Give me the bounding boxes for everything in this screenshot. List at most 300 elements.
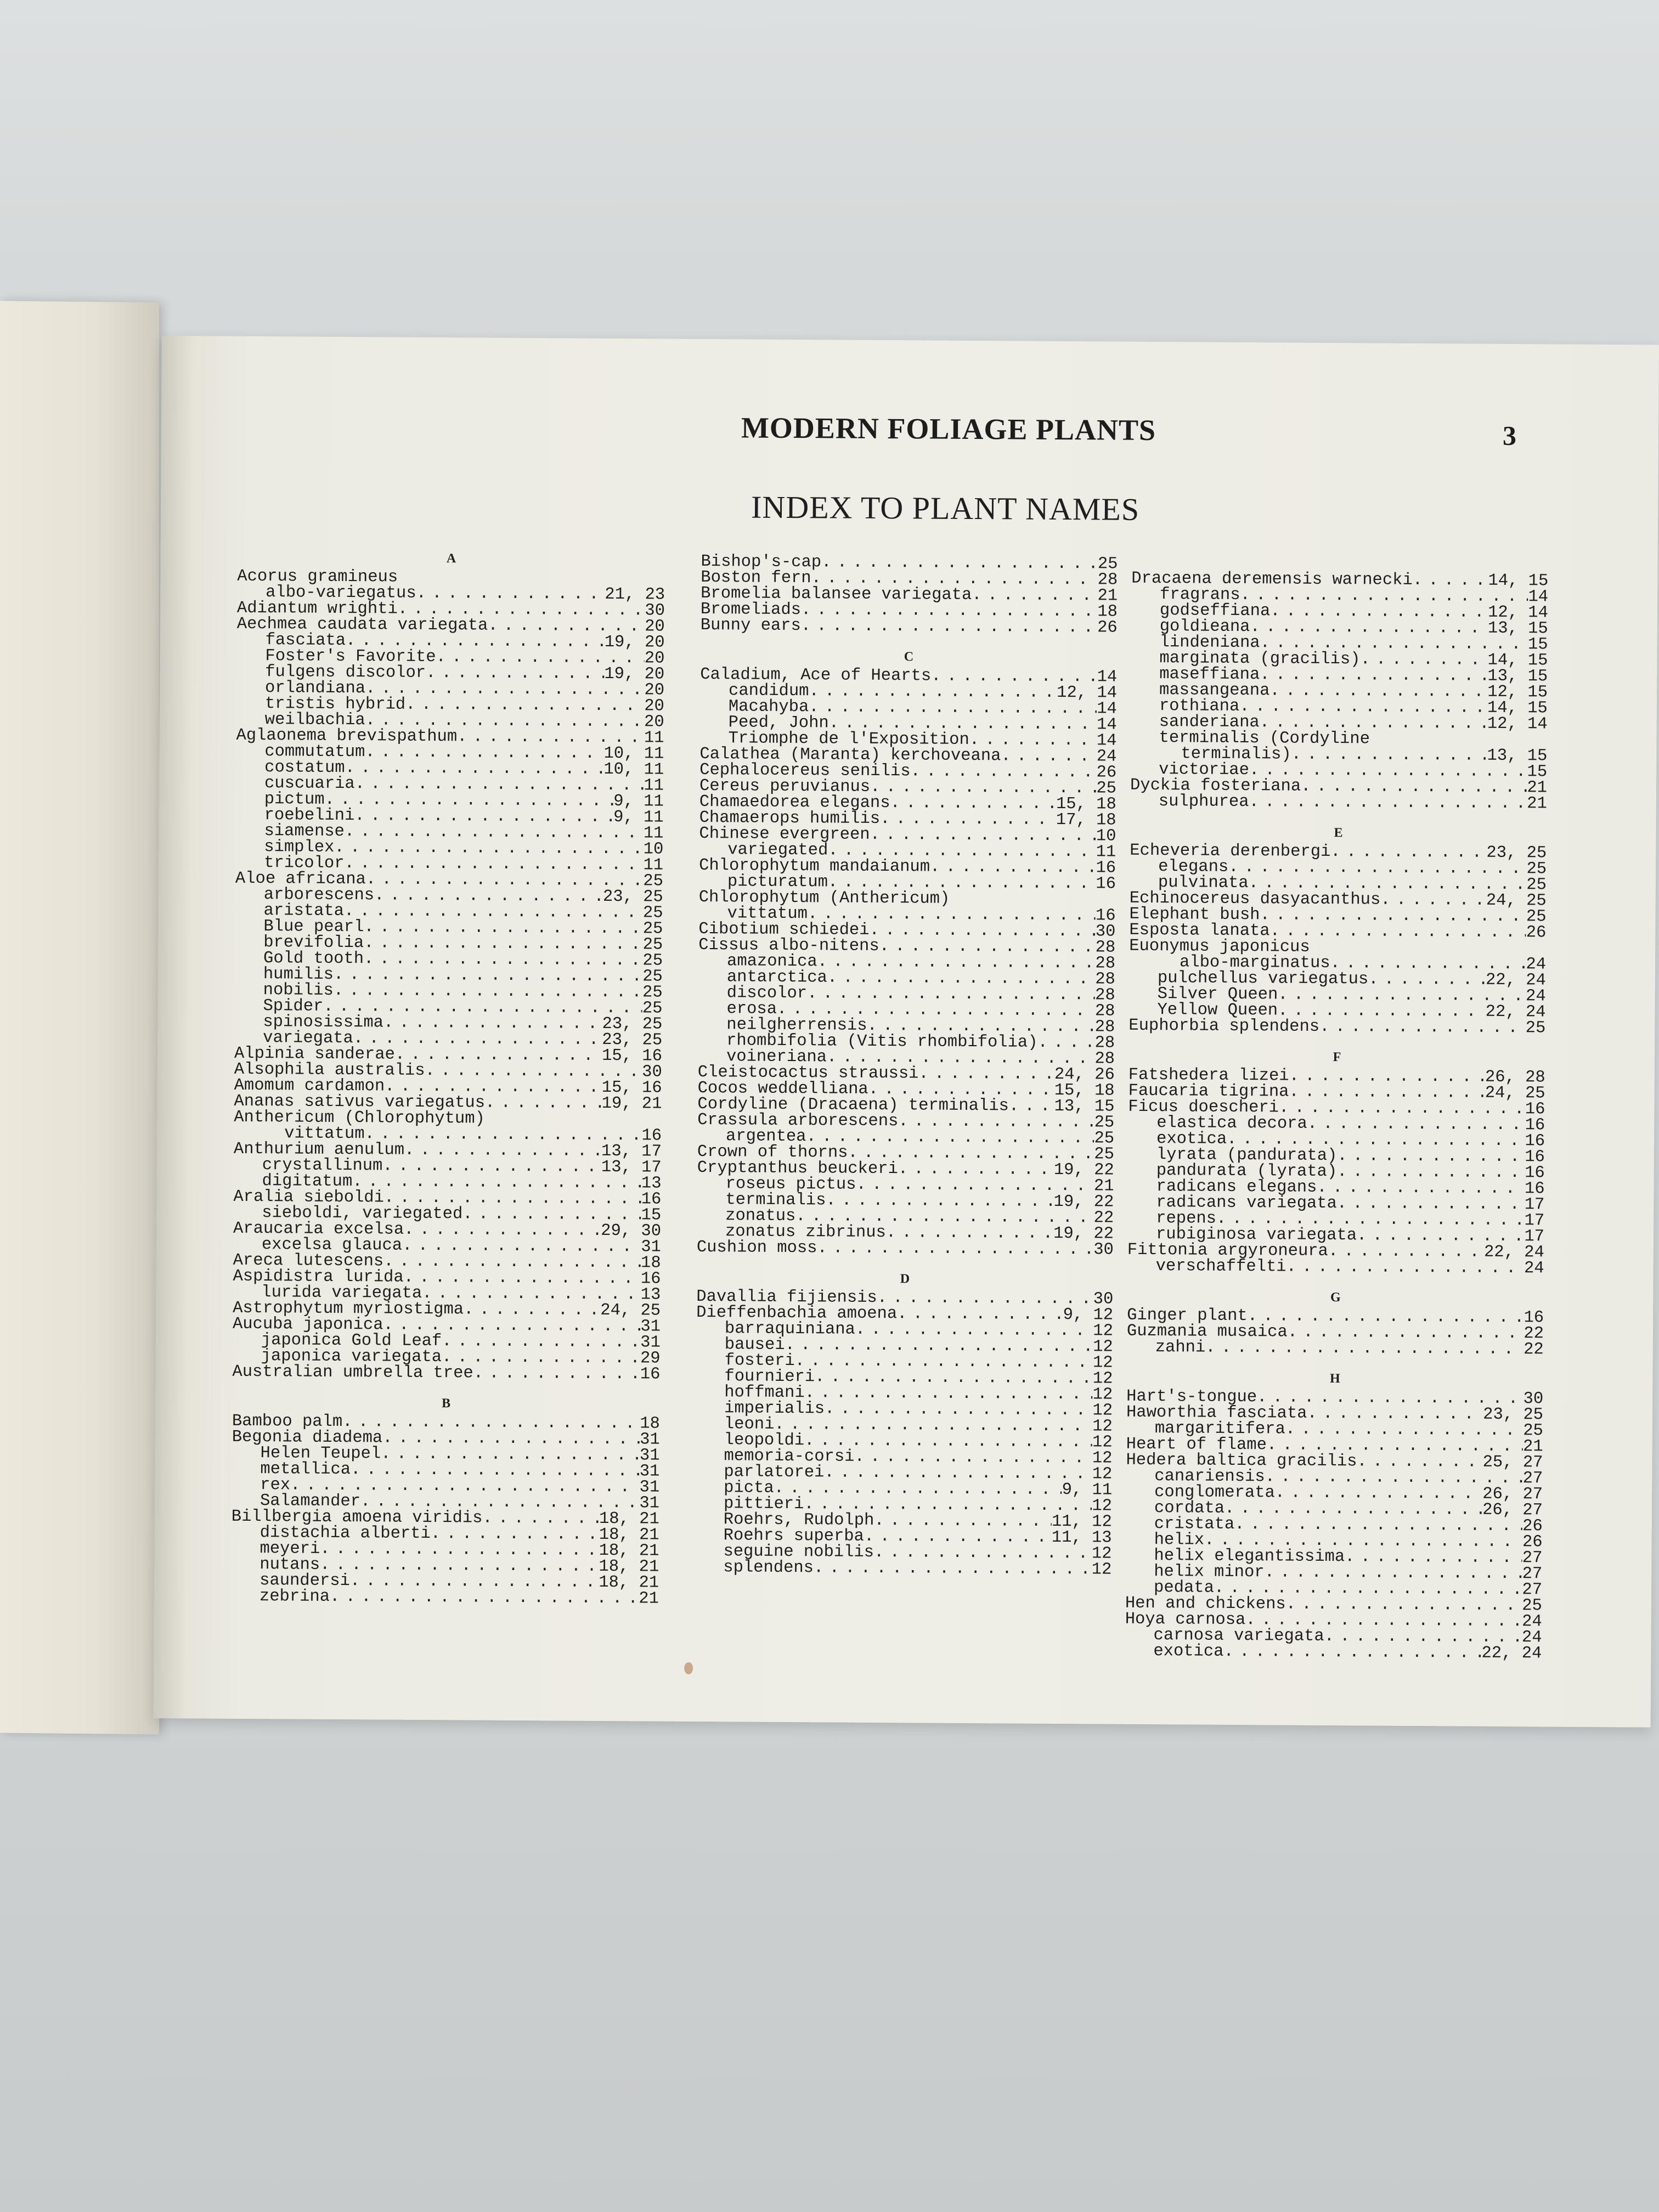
entry-page: 18 (1097, 602, 1118, 622)
entry-page: 13, 15 (1054, 1097, 1115, 1116)
dot-leader (1324, 1629, 1522, 1646)
dot-leader (1265, 1565, 1522, 1582)
entry-page: 27 (1522, 1581, 1543, 1600)
entry-page: 11 (643, 824, 664, 843)
dot-leader (805, 1385, 1093, 1403)
dot-leader (1360, 652, 1487, 668)
entry-name: rex (260, 1476, 291, 1495)
dot-leader (898, 1114, 1094, 1131)
entry-name: Silver Queen (1157, 985, 1278, 1005)
entry-page: 28 (1095, 970, 1115, 989)
entry-name: zebrina (259, 1587, 330, 1606)
entry-page: 26 (1526, 923, 1547, 943)
entry-name: roseus pictus (725, 1175, 856, 1194)
dot-leader (344, 856, 643, 873)
entry-name: lyrata (pandurata) (1156, 1146, 1338, 1166)
entry-page: 21 (1097, 586, 1118, 606)
entry-name: fulgens discolor (265, 663, 426, 682)
entry-name: Alpinia sanderae (234, 1044, 395, 1064)
entry-name: conglomerata (1154, 1483, 1275, 1503)
entry-page: 11 (1096, 843, 1116, 862)
entry-name: zonatus (725, 1206, 796, 1226)
entry-name: verschaffelti (1155, 1257, 1286, 1277)
dot-leader (814, 1560, 1092, 1578)
entry-name: Helen Teupel (260, 1444, 381, 1464)
entry-page: 26, 27 (1482, 1485, 1543, 1504)
entry-name: Bunny ears (700, 616, 801, 636)
entry-name: rubiginosa variegata (1155, 1225, 1357, 1245)
entry-page: 22, 24 (1485, 1002, 1546, 1022)
dot-leader (1279, 1100, 1525, 1118)
entry-name: siamense (264, 822, 345, 842)
dot-leader (1357, 1228, 1524, 1245)
dot-leader (1337, 1164, 1525, 1181)
dot-leader (374, 888, 603, 905)
dot-leader (809, 699, 1097, 717)
entry-page: 22 (1523, 1324, 1544, 1344)
dot-leader (918, 1066, 1054, 1083)
entry-page: 25 (1526, 907, 1547, 927)
entry-name: excelsa glauca (261, 1235, 403, 1255)
dot-leader (355, 776, 644, 794)
entry-page: 21 (1522, 1437, 1543, 1457)
entry-name: nutans (259, 1555, 320, 1575)
entry-page: 28 (1095, 938, 1116, 957)
entry-page: 23, 25 (602, 1014, 663, 1034)
entry-name: variegata (263, 1029, 354, 1048)
entry-page: 23, 25 (1486, 843, 1547, 863)
entry-page: 31 (639, 1462, 660, 1481)
dot-leader (365, 681, 645, 698)
dot-leader (488, 618, 645, 635)
dot-leader (364, 951, 643, 969)
entry-name: zonatus zibrinus (725, 1222, 886, 1243)
entry-name: Euphorbia splendens (1128, 1016, 1320, 1036)
entry-name: Cereus peruvianus (699, 777, 871, 797)
dot-leader (1289, 1085, 1485, 1102)
entry-name: Blue pearl (263, 917, 364, 937)
entry-name: Spider (263, 997, 324, 1016)
index-column-3 (1125, 571, 1548, 1662)
entry-page: 14 (1096, 715, 1117, 735)
entry-name: Chamaedorea elegans (699, 793, 890, 813)
entry-page: 16 (1525, 1100, 1545, 1119)
entry-name: Triomphe de l'Exposition (728, 729, 969, 750)
entry-page: 25 (1523, 1421, 1543, 1441)
entry-name: orlandiana (264, 679, 366, 698)
entry-name: pedata (1153, 1578, 1215, 1598)
entry-name: amazonica (726, 952, 817, 972)
entry-name: Roehrs superba (723, 1526, 865, 1546)
entry-page: 16 (1096, 874, 1116, 894)
dot-leader (1301, 779, 1527, 797)
section-letter: E (1334, 826, 1343, 840)
dot-leader (436, 650, 644, 667)
dot-leader (364, 935, 643, 953)
entry-page: 10, 11 (603, 760, 664, 780)
entry-name: helix elegantissima (1154, 1547, 1345, 1567)
entry-page: 15, 18 (1054, 1081, 1115, 1101)
entry-page: 25 (1525, 1019, 1546, 1038)
entry-page: 19, 21 (601, 1094, 662, 1114)
dot-leader (425, 1063, 642, 1080)
entry-page: 12, 15 (1487, 682, 1548, 702)
entry-page: 28 (1094, 1049, 1115, 1069)
entry-page: 21 (1527, 778, 1548, 798)
entry-page: 12, 14 (1488, 603, 1549, 623)
entry-page: 24, 25 (1486, 891, 1547, 911)
index-entry (1130, 794, 1547, 812)
entry-page: 25 (643, 872, 664, 891)
dot-leader (1330, 844, 1486, 861)
running-head: MODERN FOLIAGE PLANTS (741, 411, 1156, 447)
entry-page: 17 (1524, 1211, 1545, 1231)
entry-page: 24 (1523, 1259, 1544, 1278)
entry-name: radicans variegata (1156, 1193, 1337, 1214)
entry-page: 30 (1093, 1290, 1114, 1309)
dot-leader (1328, 1244, 1484, 1261)
entry-name: Chinese evergreen (699, 825, 870, 844)
dot-leader (334, 967, 642, 985)
entry-name: voineriana (726, 1047, 827, 1067)
entry-page: 15 (1527, 635, 1548, 654)
dot-leader (1260, 907, 1526, 925)
entry-name: Cushion moss (696, 1238, 817, 1258)
entry-name: Cordyline (Dracaena) terminalis (697, 1094, 1009, 1116)
entry-name: Fatshedera lizei (1128, 1065, 1289, 1086)
entry-page: 30 (1523, 1390, 1544, 1409)
entry-name: pictum (264, 790, 325, 809)
dot-leader (1286, 1597, 1522, 1615)
dot-leader (874, 1545, 1092, 1562)
entry-page: 16 (1095, 906, 1116, 926)
dot-leader (801, 618, 1098, 636)
dot-leader (856, 1177, 1094, 1195)
dot-leader (364, 919, 643, 937)
entry-page: 11, 12 (1051, 1512, 1112, 1532)
dot-leader (1291, 747, 1487, 764)
dot-leader (344, 904, 643, 921)
dot-leader (880, 811, 1056, 828)
entry-name: rothiana (1159, 697, 1240, 716)
entry-page: 17 (1524, 1227, 1545, 1246)
section-letter: C (904, 650, 914, 664)
dot-leader (854, 1449, 1092, 1467)
entry-name: commutatum (264, 742, 365, 762)
entry-name: exotica (1153, 1642, 1224, 1661)
dot-leader (1357, 1454, 1482, 1470)
entry-name: terminalis) (1181, 744, 1291, 764)
dot-leader (869, 923, 1095, 940)
entry-name: cristata (1154, 1515, 1235, 1534)
dot-leader (826, 1193, 1053, 1210)
entry-name: picta (724, 1479, 774, 1498)
dot-leader (1223, 1644, 1481, 1662)
entry-page: 15 (641, 1206, 662, 1225)
entry-page: 25 (1094, 1145, 1115, 1164)
section-letter: H (1330, 1372, 1340, 1386)
dot-leader (395, 1047, 602, 1064)
entry-name: Araucaria excelsa (233, 1219, 404, 1239)
dot-leader (1265, 1469, 1523, 1487)
entry-name: Crown of thorns (697, 1142, 848, 1163)
index-column-2 (695, 554, 1118, 1578)
dot-leader (1278, 987, 1526, 1005)
section-letter: A (446, 551, 456, 566)
dot-leader (382, 1430, 640, 1448)
entry-page: 20 (644, 697, 664, 716)
entry-page: 31 (639, 1478, 660, 1497)
entry-page: 15, 18 (1056, 794, 1116, 814)
entry-page: 11, 13 (1051, 1528, 1112, 1548)
dot-leader (431, 1526, 599, 1543)
entry-name: pittieri (723, 1494, 804, 1514)
entry-name: Acorus gramineus (237, 567, 398, 587)
entry-page: 9, 12 (1063, 1306, 1114, 1325)
dot-leader (825, 1401, 1093, 1419)
entry-page: 25 (1526, 860, 1547, 879)
index-entry (232, 1462, 659, 1480)
entry-page: 12, 14 (1057, 683, 1118, 703)
index-entry (1128, 1018, 1545, 1037)
entry-page: 25 (1097, 555, 1118, 574)
paper-speck (684, 1662, 693, 1674)
entry-name: digitatum (262, 1172, 353, 1192)
dot-leader (1234, 1517, 1522, 1534)
section-gap (1130, 810, 1547, 825)
entry-page: 19, 22 (1053, 1192, 1114, 1212)
dot-leader (320, 1542, 599, 1559)
entry-name: Astrophytum myriostigma (233, 1299, 464, 1319)
entry-page: 22, 24 (1481, 1644, 1542, 1663)
entry-name: Hart's-tongue (1126, 1387, 1257, 1407)
entry-name: Billbergia amoena viridis (231, 1507, 483, 1528)
entry-page: 21 (1093, 1177, 1114, 1196)
dot-leader (801, 602, 1098, 620)
dot-leader (1285, 1422, 1523, 1440)
dot-leader (930, 860, 1096, 877)
dot-leader (364, 1126, 641, 1144)
entry-page: 13, 17 (601, 1142, 662, 1161)
entry-name: barraquiniana (724, 1319, 856, 1339)
dot-leader (1248, 1308, 1524, 1326)
entry-name: saundersi (259, 1571, 350, 1591)
entry-page: 17 (1524, 1195, 1545, 1215)
dot-leader (1269, 683, 1487, 700)
entry-page: 16 (1525, 1132, 1545, 1151)
entry-page: 25 (1526, 876, 1547, 895)
entry-name: Adiantum wrighti (236, 599, 398, 619)
entry-name: costatum (264, 758, 345, 778)
dot-leader (485, 1096, 602, 1112)
dot-leader (1317, 1180, 1525, 1197)
dot-leader (817, 954, 1096, 972)
entry-page: 15 (1527, 763, 1548, 782)
dot-leader (404, 1222, 601, 1239)
entry-name: Calathea (Maranta) kerchoveana (699, 745, 1001, 766)
entry-page: 16 (1096, 859, 1116, 878)
entry-page: 19, 20 (604, 633, 665, 652)
entry-page: 14 (1096, 731, 1117, 751)
entry-page: 25 (642, 951, 663, 970)
entry-name: Bromeliads (700, 600, 802, 620)
entry-page: 13, 15 (1487, 746, 1548, 766)
section-letter: B (442, 1396, 451, 1411)
entry-name: Dieffenbachia amoena (696, 1303, 898, 1324)
entry-name: Cephalocereus senilis (699, 761, 911, 781)
entry-name: imperialis (724, 1399, 825, 1419)
entry-name: Australian umbrella tree (232, 1362, 473, 1383)
dot-leader (1037, 1035, 1094, 1052)
entry-page: 10 (643, 840, 664, 859)
index-entry (697, 1240, 1114, 1259)
entry-name: Begonia diadema (232, 1427, 383, 1448)
entry-name: roebelini (264, 806, 355, 826)
entry-page: 13, 15 (1487, 667, 1548, 686)
section-gap (1127, 1356, 1544, 1370)
entry-page: 18 (640, 1414, 661, 1434)
entry-page: 28 (1094, 1002, 1115, 1021)
section-gap (1127, 1274, 1544, 1289)
dot-leader (827, 970, 1096, 988)
entry-page: 25 (1096, 779, 1117, 798)
entry-name: Elephant bush (1129, 905, 1260, 925)
entry-page: 25, 27 (1482, 1453, 1543, 1472)
entry-name: Dyckia fosteriana (1130, 776, 1301, 796)
index-entry (231, 1589, 659, 1607)
entry-name: neilgherrensis (726, 1015, 867, 1035)
entry-page: 31 (640, 1430, 660, 1449)
entry-page: 24 (1526, 955, 1547, 974)
entry-page: 18, 21 (599, 1525, 659, 1545)
dot-leader (1250, 619, 1488, 637)
entry-page: 30 (1095, 922, 1116, 941)
entry-name: godseffiana (1159, 601, 1271, 621)
entry-name: splendens (723, 1558, 814, 1578)
dot-leader (815, 1369, 1093, 1387)
entry-name: lurida variegata (261, 1283, 422, 1303)
entry-page: 30 (1093, 1240, 1114, 1260)
entry-page: 15, 16 (601, 1078, 662, 1098)
dot-leader (402, 1238, 641, 1256)
entry-name: Cleistocactus straussi (697, 1063, 919, 1084)
entry-page: 14 (1097, 668, 1118, 687)
entry-name: vittatum (727, 904, 808, 924)
entry-page: 16 (1525, 1116, 1545, 1135)
entry-name: Euonymus japonicus (1129, 936, 1310, 957)
entry-name: canariensis (1154, 1467, 1265, 1487)
dot-leader (365, 744, 603, 762)
entry-name: brevifolia (263, 933, 364, 953)
dot-leader (1224, 1501, 1482, 1519)
entry-page: 16 (1525, 1148, 1545, 1167)
entry-name: Aucuba japonica (232, 1314, 383, 1335)
entry-page: 16 (641, 1190, 662, 1209)
entry-name: Anthericum (Chlorophytum) (234, 1108, 485, 1128)
entry-page: 12 (1092, 1465, 1113, 1484)
entry-name: Fittonia argyroneura (1127, 1240, 1329, 1261)
entry-name: Hen and chickens (1125, 1594, 1286, 1614)
dot-leader (1249, 794, 1527, 812)
dot-leader (864, 1529, 1052, 1546)
dot-leader (910, 764, 1096, 781)
entry-name: sulphurea (1158, 792, 1249, 812)
entry-page: 28 (1097, 571, 1118, 590)
entry-name: sieboldi, variegated (262, 1204, 463, 1224)
entry-page: 19, 22 (1053, 1224, 1114, 1244)
entry-page: 10, 11 (603, 744, 664, 764)
entry-page: 28 (1094, 1018, 1115, 1037)
entry-name: fournieri (724, 1367, 815, 1387)
entry-page: 30 (645, 601, 665, 620)
entry-name: Yellow Queen (1157, 1001, 1278, 1020)
dot-leader (381, 1446, 640, 1464)
entry-name: Bromelia balansee variegata (701, 584, 972, 605)
entry-name: Aloe africana (235, 869, 366, 889)
dot-leader (1380, 893, 1486, 909)
entry-page: 11 (644, 729, 664, 748)
entry-page: 12 (1093, 1338, 1113, 1357)
entry-page: 12 (1091, 1560, 1112, 1579)
entry-name: aristata (263, 901, 345, 921)
dot-leader (1413, 573, 1488, 589)
entry-page: 25 (642, 935, 663, 955)
dot-leader (473, 1366, 640, 1383)
entry-name: arborescens (263, 885, 375, 905)
dot-leader (1009, 1098, 1054, 1115)
entry-page: 28 (1095, 954, 1116, 973)
entry-page: 14 (1528, 588, 1549, 607)
entry-page: 12 (1092, 1385, 1113, 1404)
entry-name: Caladium, Ace of Hearts (700, 665, 932, 686)
dot-leader (404, 1270, 641, 1288)
dot-leader (886, 1225, 1053, 1242)
dot-leader (972, 588, 1097, 604)
dot-leader (774, 1481, 1062, 1498)
entry-page: 23, 25 (602, 1030, 663, 1050)
entry-name: leoni (724, 1415, 775, 1434)
entry-name: cuscuaria (264, 774, 355, 794)
entry-name: Aechmea caudata variegata (236, 614, 488, 635)
entry-name: margaritifera (1154, 1419, 1285, 1439)
entry-name: meyeri (259, 1539, 320, 1559)
entry-name: variegated (727, 840, 828, 860)
entry-name: antarctica (726, 968, 828, 988)
dot-leader (1307, 1116, 1525, 1133)
page-number: 3 (1502, 420, 1517, 452)
entry-name: Echeveria derenbergi (1130, 841, 1331, 862)
entry-page: 27 (1522, 1565, 1543, 1584)
entry-name: albo-variegatus (266, 583, 416, 603)
entry-page: 25 (1522, 1596, 1543, 1616)
entry-page: 24, 25 (600, 1301, 661, 1321)
entry-page: 24 (1525, 987, 1546, 1006)
entry-page: 25 (1094, 1113, 1115, 1132)
entry-name: crystallinum (262, 1156, 383, 1176)
entry-page: 21 (1527, 794, 1547, 814)
dot-leader (774, 1417, 1092, 1435)
dot-leader (795, 1353, 1093, 1371)
entry-name: distachia alberti (259, 1523, 431, 1544)
entry-page: 13 (640, 1285, 661, 1305)
entry-page: 21, 23 (605, 585, 665, 605)
entry-page: 14, 15 (1488, 571, 1549, 591)
dot-leader (1228, 860, 1526, 877)
dot-leader (824, 1465, 1092, 1482)
entry-page: 15, 16 (602, 1046, 663, 1066)
entry-page: 26 (1097, 618, 1118, 637)
entry-name: Aspidistra lurida (233, 1267, 404, 1287)
